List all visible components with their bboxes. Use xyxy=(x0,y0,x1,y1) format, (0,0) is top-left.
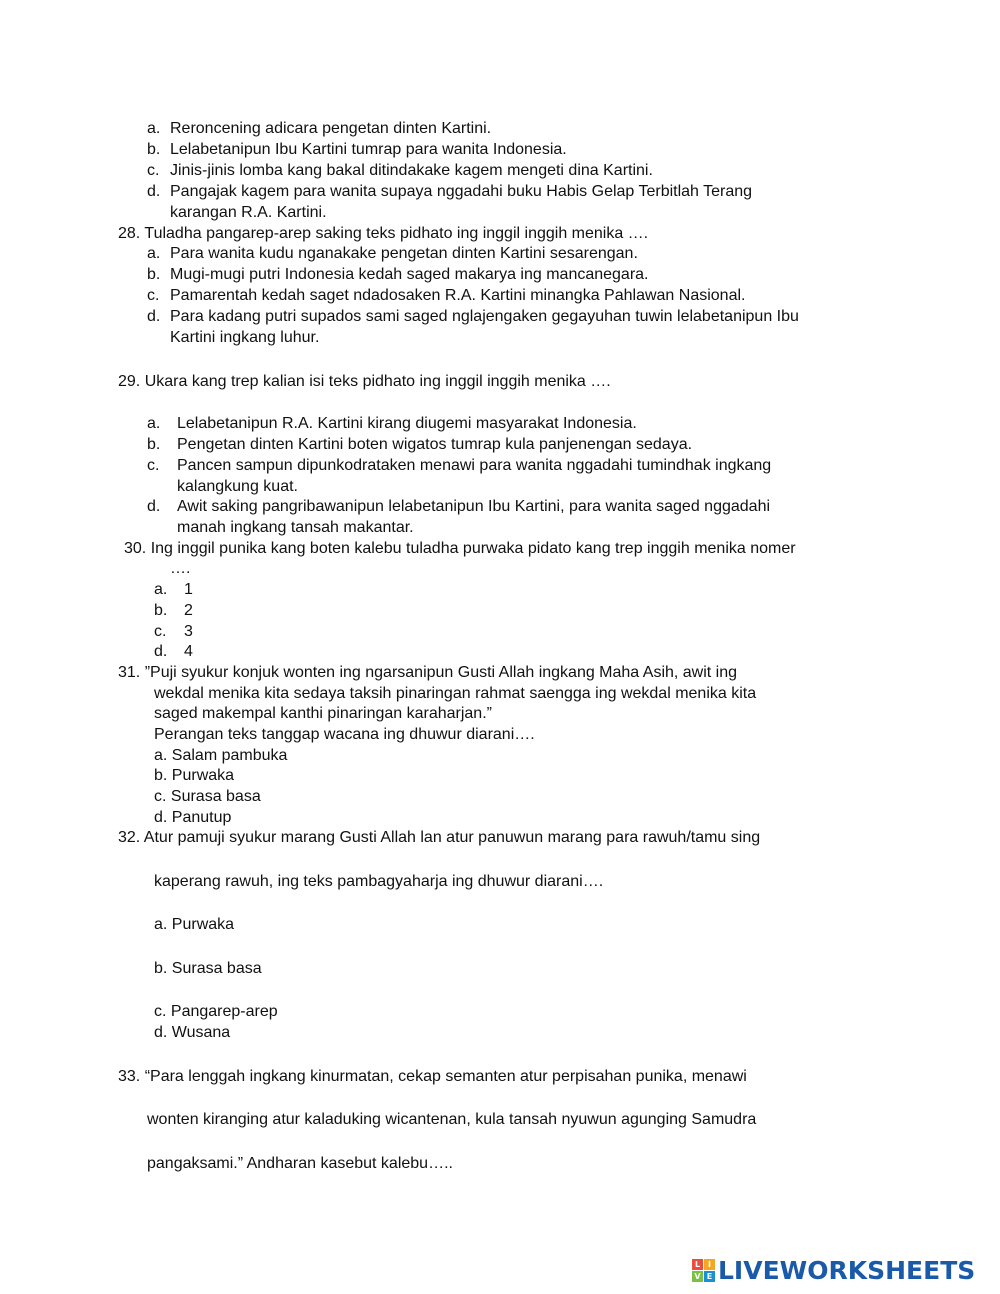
q29-option-d xyxy=(147,497,770,517)
q31-question-cont-2: saged makempal kanthi pinaringan karaharjan.” xyxy=(154,705,492,722)
option-label: a. xyxy=(147,245,161,262)
q31-option-c: c. Surasa basa xyxy=(154,788,261,805)
q27-option-d-cont: karangan R.A. Kartini. xyxy=(170,204,327,221)
q28-option-c xyxy=(147,286,745,306)
q32-option-c: c. Pangarep-arep xyxy=(154,1003,278,1020)
q28-option-d xyxy=(147,307,799,327)
q29-option-d-cont: manah ingkang tansah makantar. xyxy=(177,519,414,536)
option-label: a. xyxy=(154,581,168,598)
q27-option-d xyxy=(147,182,752,202)
q30-option-a xyxy=(154,580,193,600)
q29-option-c-cont: kalangkung kuat. xyxy=(177,478,298,495)
q32-question: 32. Atur pamuji syukur marang Gusti Allah lan atur panuwun marang para rawuh/tamu sing xyxy=(118,829,761,846)
logo-block: I xyxy=(704,1259,715,1270)
option-label: d. xyxy=(147,183,161,200)
option-text: 1 xyxy=(184,581,193,598)
option-label: d. xyxy=(147,498,161,515)
q32-option-d: d. Wusana xyxy=(154,1024,231,1041)
logo-block: E xyxy=(704,1271,715,1282)
q30-question-cont: …. xyxy=(170,560,191,577)
q27-option-c xyxy=(147,161,653,181)
q33-question-cont-2: pangaksami.” Andharan kasebut kalebu….. xyxy=(147,1155,453,1172)
option-label: d. xyxy=(154,643,168,660)
q31-option-a: a. Salam pambuka xyxy=(154,747,288,764)
q33-question-cont-1: wonten kiranging atur kaladuking wicantenan, kula tansah nyuwun agunging Samudra xyxy=(147,1111,757,1128)
option-text: Mugi-mugi putri Indonesia kedah saged makarya ing mancanegara. xyxy=(170,266,649,283)
option-label: a. xyxy=(147,120,161,137)
option-label: c. xyxy=(154,623,167,640)
option-label: b. xyxy=(147,436,161,453)
q29-option-a xyxy=(147,414,637,434)
q30-option-b xyxy=(154,601,193,621)
q32-question-cont: kaperang rawuh, ing teks pambagyaharja ing dhuwur diarani…. xyxy=(154,873,604,890)
q32-option-b: b. Surasa basa xyxy=(154,960,262,977)
q32-option-a: a. Purwaka xyxy=(154,916,235,933)
option-text: Jinis-jinis lomba kang bakal ditindakake kagem mengeti dina Kartini. xyxy=(170,162,653,179)
option-label: a. xyxy=(147,415,161,432)
option-text: 4 xyxy=(184,643,193,660)
q29-option-c xyxy=(147,456,771,476)
option-text: Lelabetanipun R.A. Kartini kirang diugemi masyarakat Indonesia. xyxy=(177,415,637,432)
q29-question: 29. Ukara kang trep kalian isi teks pidhato ing inggil inggih menika …. xyxy=(118,373,611,390)
option-text: Pangajak kagem para wanita supaya nggadahi buku Habis Gelap Terbitlah Terang xyxy=(170,183,753,200)
logo-blocks-icon xyxy=(692,1259,715,1282)
option-text: Reroncening adicara pengetan dinten Kartini. xyxy=(170,120,492,137)
option-text: Para wanita kudu nganakake pengetan dinten Kartini sesarengan. xyxy=(170,245,638,262)
q27-option-a xyxy=(147,119,491,139)
option-text: Pengetan dinten Kartini boten wigatos tumrap kula panjenengan sedaya. xyxy=(177,436,693,453)
option-label: c. xyxy=(147,457,160,474)
option-text: Lelabetanipun Ibu Kartini tumrap para wanita Indonesia. xyxy=(170,141,567,158)
q31-option-d: d. Panutup xyxy=(154,809,232,826)
q29-option-b xyxy=(147,435,692,455)
q33-question: 33. “Para lenggah ingkang kinurmatan, cekap semanten atur perpisahan punika, menawi xyxy=(118,1068,747,1085)
q28-question: 28. Tuladha pangarep-arep saking teks pidhato ing inggil inggih menika …. xyxy=(118,225,649,242)
q28-option-b xyxy=(147,265,649,285)
logo-text: LIVEWORKSHEETS xyxy=(718,1255,976,1285)
option-text: Awit saking pangribawanipun lelabetanipun Ibu Kartini, para wanita saged nggadahi xyxy=(177,498,771,515)
option-label: b. xyxy=(154,602,168,619)
q31-prompt: Perangan teks tanggap wacana ing dhuwur diarani…. xyxy=(154,726,535,743)
q31-question: 31. ”Puji syukur konjuk wonten ing ngarsanipun Gusti Allah ingkang Maha Asih, awit ing xyxy=(118,664,738,681)
q30-option-d xyxy=(154,642,193,662)
q30-question: 30. Ing inggil punika kang boten kalebu tuladha purwaka pidato kang trep inggih menika nomer xyxy=(124,540,796,557)
option-label: b. xyxy=(147,266,161,283)
logo-block: L xyxy=(692,1259,703,1270)
option-text: Pancen sampun dipunkodrataken menawi para wanita nggadahi tumindhak ingkang xyxy=(177,457,772,474)
option-text: 3 xyxy=(184,623,193,640)
option-label: d. xyxy=(147,308,161,325)
liveworksheets-logo xyxy=(692,1255,975,1285)
option-label: b. xyxy=(147,141,161,158)
option-label: c. xyxy=(147,287,160,304)
q31-option-b: b. Purwaka xyxy=(154,767,235,784)
option-text: Para kadang putri supados sami saged nglajengaken gegayuhan tuwin lelabetanipun Ibu xyxy=(170,308,799,325)
option-text: Pamarentah kedah saget ndadosaken R.A. Kartini minangka Pahlawan Nasional. xyxy=(170,287,746,304)
q28-option-d-cont: Kartini ingkang luhur. xyxy=(170,329,320,346)
option-text: 2 xyxy=(184,602,193,619)
q27-option-b xyxy=(147,140,567,160)
logo-block: V xyxy=(692,1271,703,1282)
q28-option-a xyxy=(147,244,638,264)
option-label: c. xyxy=(147,162,160,179)
q30-option-c xyxy=(154,622,193,642)
q31-question-cont-1: wekdal menika kita sedaya taksih pinaringan rahmat saengga ing wekdal menika kita xyxy=(154,685,757,702)
